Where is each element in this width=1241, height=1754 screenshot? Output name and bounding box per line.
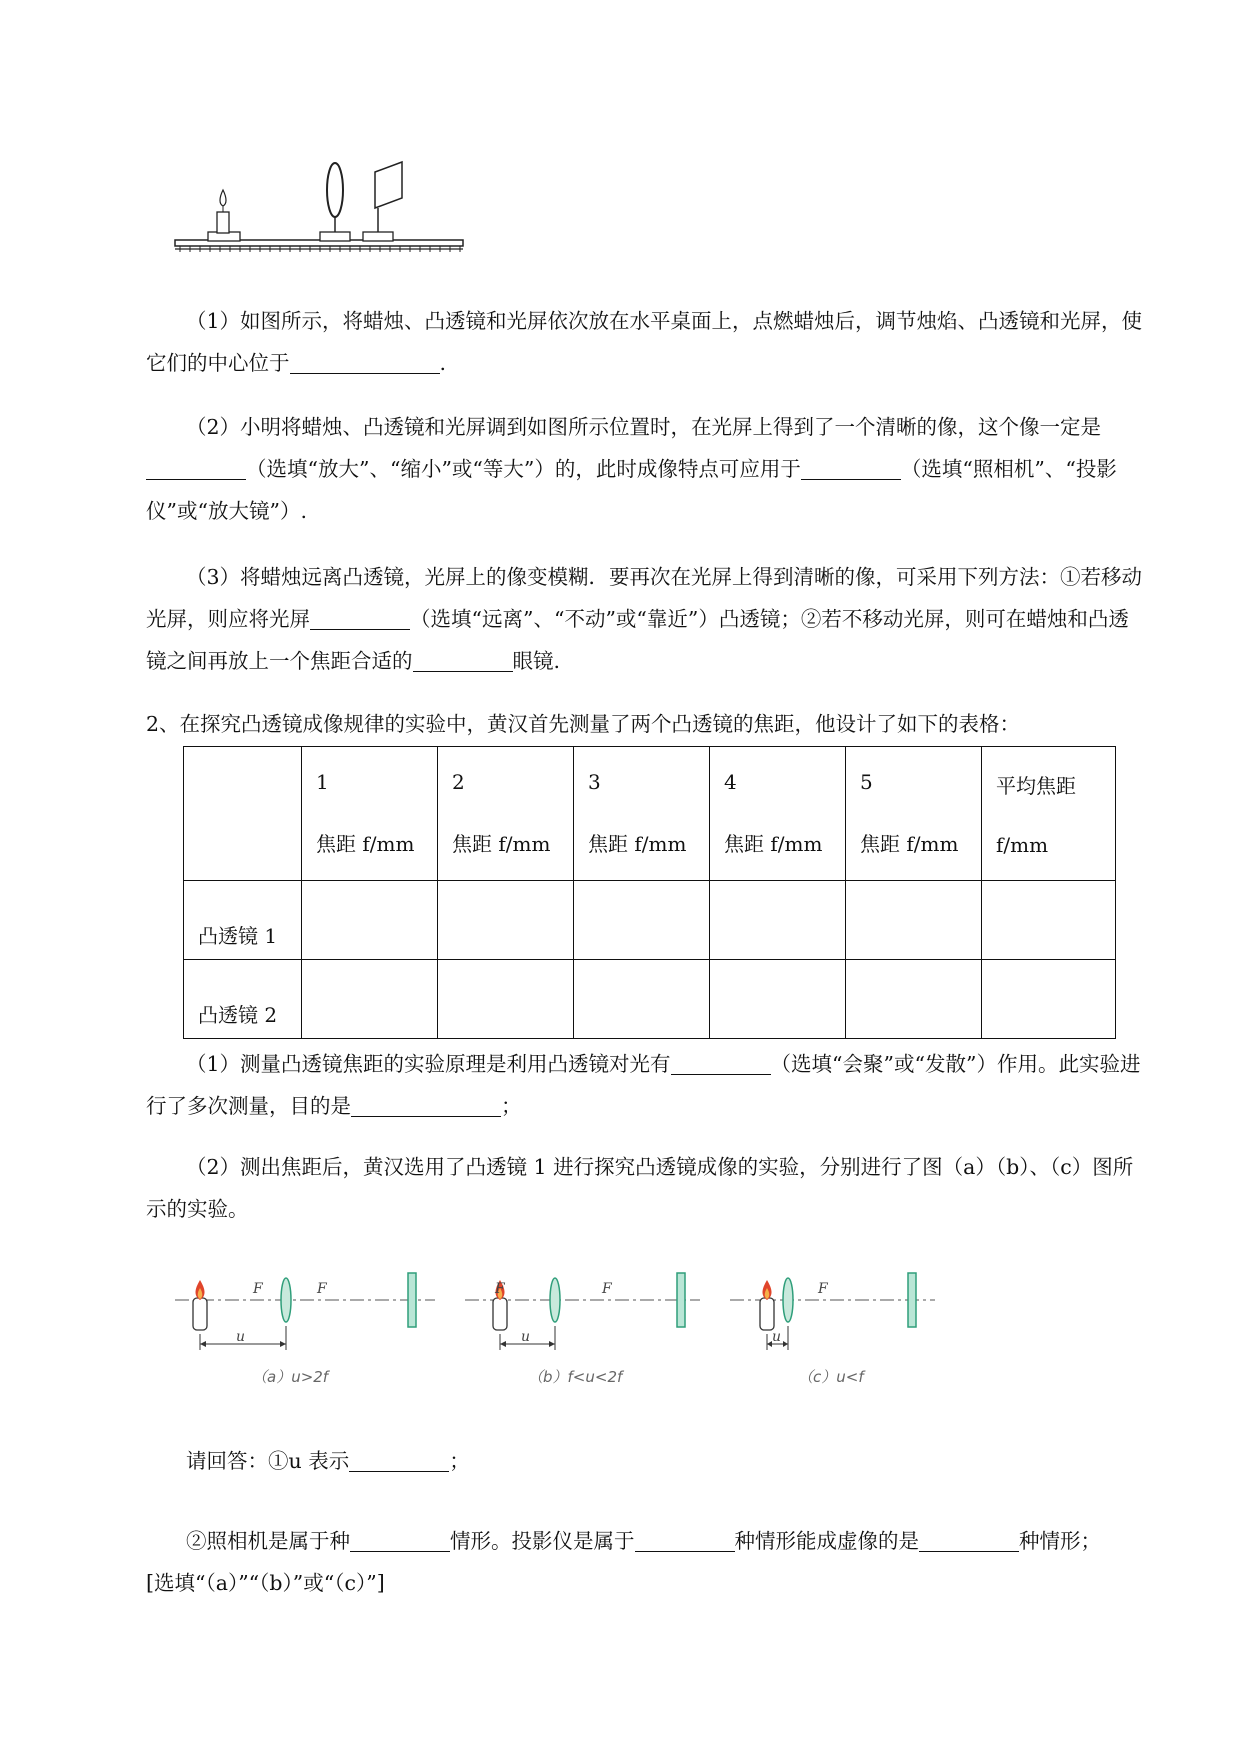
q1-part3-text-c: 眼镜. (512, 649, 561, 673)
answer-blank[interactable] (635, 1529, 735, 1552)
candle-icon (208, 190, 240, 241)
q1-part2-text-c: （选填“照相机”、“投影仪”或“放大镜”）. (146, 457, 1117, 523)
candle-icon (760, 1280, 774, 1330)
screen-icon (408, 1273, 416, 1327)
q2-part1-text-b: （选填“会聚”或“发散”）作用。此实验进行了多次测量，目的是 (146, 1052, 1141, 1118)
optical-bench-figure (170, 160, 470, 270)
lens-icon (281, 1278, 291, 1322)
q2-part1 (146, 1043, 1146, 1127)
lens-icon (320, 163, 350, 241)
table-header-row (184, 747, 1116, 881)
row-label: 凸透镜 2 (184, 960, 302, 1039)
answer-blank[interactable] (290, 351, 440, 374)
q1-part1-text: （1）如图所示，将蜡烛、凸透镜和光屏依次放在水平桌面上，点燃蜡烛后，调节烛焰、凸透镜和光屏，使它们的中心位于 (146, 309, 1143, 375)
lens-icon (783, 1278, 793, 1322)
table-cell[interactable] (710, 960, 846, 1039)
svg-text:u: u (772, 1329, 782, 1345)
caption-a: （a）u>2f (252, 1368, 329, 1386)
q2-part1-text-a: （1）测量凸透镜焦距的实验原理是利用凸透镜对光有 (186, 1052, 671, 1076)
table-cell[interactable] (302, 881, 438, 960)
figure-c (730, 1273, 935, 1386)
q2-ask2 (146, 1520, 1146, 1562)
q2-intro: 2、在探究凸透镜成像规律的实验中，黄汉首先测量了两个凸透镜的焦距，他设计了如下的表格： (146, 712, 1021, 736)
q1-part3-text-a: （3）将蜡烛远离凸透镜，光屏上的像变模糊．要再次在光屏上得到清晰的像，可采用下列方法：①若移动光屏，则应将光屏 (146, 565, 1143, 631)
table-row (184, 960, 1116, 1039)
q2-ask2-text-b: 情形。投影仪是属于 (450, 1529, 635, 1553)
q1-part1 (146, 300, 1146, 384)
figure-b (465, 1273, 700, 1386)
table-cell[interactable] (982, 881, 1116, 960)
table-header-cell: 5 焦距 f/mm (846, 747, 982, 881)
answer-blank[interactable] (801, 457, 901, 480)
table-header-cell: 1 焦距 f/mm (302, 747, 438, 881)
table-header-cell: 平均焦距 f/mm (982, 747, 1116, 881)
q2-ask1-text-a: 请回答：①u 表示 (186, 1449, 350, 1473)
table-cell[interactable] (574, 960, 710, 1039)
q2-part2: （2）测出焦距后，黄汉选用了凸透镜 1 进行探究凸透镜成像的实验，分别进行了图（a）（b）、（c）图所示的实验。 (146, 1155, 1134, 1221)
table-header-cell: 3 焦距 f/mm (574, 747, 710, 881)
focal-length-table (183, 746, 1116, 1039)
q2-ask2-text-a: ②照相机是属于种 (186, 1529, 350, 1553)
screen-icon (677, 1273, 685, 1327)
q2-ask1-text-b: ； (449, 1449, 470, 1473)
table-row (184, 881, 1116, 960)
figure-a (175, 1273, 435, 1386)
q2-part1-text-c: ； (501, 1094, 522, 1118)
lens-icon (550, 1278, 560, 1322)
answer-blank[interactable] (310, 607, 410, 630)
q1-part2-text-a: （2）小明将蜡烛、凸透镜和光屏调到如图所示位置时，在光屏上得到了一个清晰的像，这个像一定是 (186, 415, 1102, 439)
candle-icon (193, 1280, 207, 1330)
answer-blank[interactable] (349, 1449, 449, 1472)
table-cell[interactable] (846, 881, 982, 960)
table-cell[interactable] (982, 960, 1116, 1039)
svg-text:F: F (495, 1281, 505, 1297)
experiment-figures (170, 1270, 950, 1410)
row-label: 凸透镜 1 (184, 881, 302, 960)
q2-ask1 (146, 1440, 1146, 1482)
svg-text:F: F (818, 1281, 828, 1297)
table-cell[interactable] (846, 960, 982, 1039)
svg-text:F: F (317, 1281, 327, 1297)
table-cell[interactable] (438, 881, 574, 960)
answer-blank[interactable] (413, 649, 513, 672)
screen-icon (363, 162, 402, 241)
q2-ask2-text-d: 种情形； (1019, 1529, 1101, 1553)
answer-blank[interactable] (351, 1094, 501, 1117)
svg-text:F: F (602, 1281, 612, 1297)
q1-part2-text-b: （选填“放大”、“缩小”或“等大”）的，此时成像特点可应用于 (246, 457, 801, 481)
table-cell[interactable] (574, 881, 710, 960)
q2-ask2-hint: [选填“（a）”“（b）”或“（c）”] (146, 1571, 385, 1595)
q1-part1-end: . (439, 351, 447, 375)
table-cell[interactable] (710, 881, 846, 960)
answer-blank[interactable] (350, 1529, 450, 1552)
table-header-cell: 2 焦距 f/mm (438, 747, 574, 881)
caption-b: （b）f<u<2f (528, 1368, 623, 1386)
svg-text:u: u (521, 1329, 531, 1345)
table-cell[interactable] (438, 960, 574, 1039)
caption-c: （c）u<f (798, 1368, 864, 1386)
svg-text:u: u (236, 1329, 246, 1345)
screen-icon (908, 1273, 916, 1327)
answer-blank[interactable] (919, 1529, 1019, 1552)
q1-part3 (146, 556, 1146, 682)
q1-part3-text-b: （选填“远离”、“不动”或“靠近”）凸透镜；②若不移动光屏，则可在蜡烛和凸透镜之间再放上一个焦距合适的 (146, 607, 1129, 673)
table-cell[interactable] (302, 960, 438, 1039)
q2-ask2-text-c: 种情形能成虚像的是 (734, 1529, 919, 1553)
table-corner-cell (184, 747, 302, 881)
q1-part2 (146, 406, 1146, 532)
table-header-cell: 4 焦距 f/mm (710, 747, 846, 881)
svg-text:F: F (253, 1281, 263, 1297)
answer-blank[interactable] (671, 1052, 771, 1075)
answer-blank[interactable] (146, 457, 246, 480)
